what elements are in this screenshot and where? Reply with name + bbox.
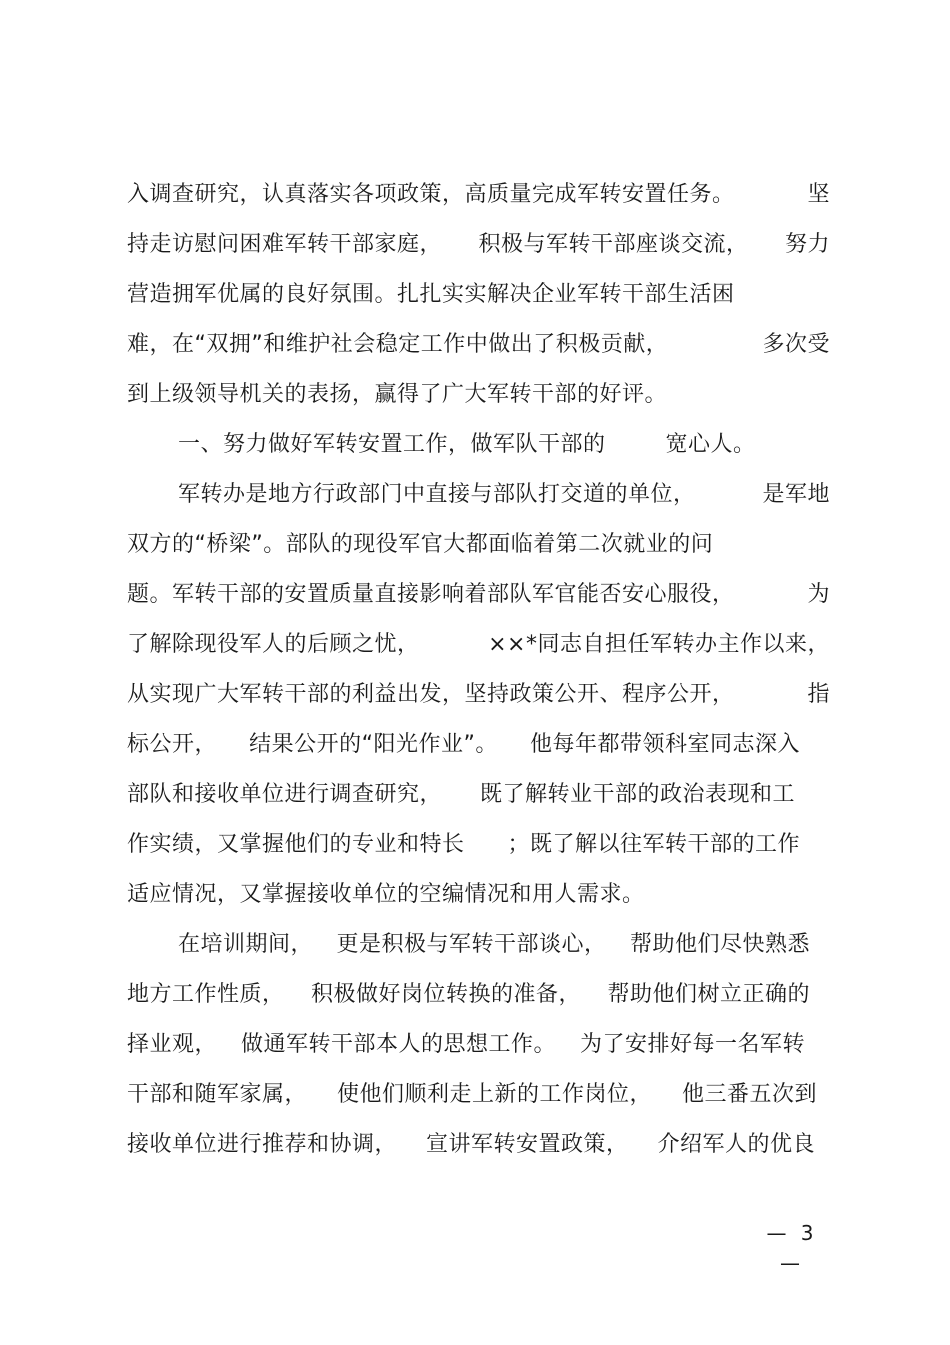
- text-line-3: 营造拥军优属的良好氛围。扎扎实实解决企业军转干部生活困: [127, 282, 735, 307]
- text-line-12: 标公开， 结果公开的“阳光作业”。 他每年都带领科室同志深入: [127, 732, 800, 757]
- text-line-15: 适应情况，又掌握接收单位的空编情况和用人需求。: [127, 882, 645, 907]
- text-line-16: 在培训期间， 更是积极与军转干部谈心， 帮助他们尽快熟悉: [178, 932, 810, 957]
- text-line-4: 难，在“双拥”和维护社会稳定工作中做出了积极贡献， 多次受: [127, 332, 830, 357]
- page-number: — 3 —: [766, 1221, 818, 1275]
- text-line-19: 干部和随军家属， 使他们顺利走上新的工作岗位， 他三番五次到: [127, 1082, 817, 1107]
- text-line-5: 到上级领导机关的表扬，赢得了广大军转干部的好评。: [127, 382, 668, 407]
- section-heading: 一、努力做好军转安置工作，做军队干部的 宽心人。: [178, 432, 756, 457]
- text-line-8: 双方的“桥梁”。部队的现役军官大都面临着第二次就业的问: [127, 532, 714, 557]
- text-line-2: 持走访慰问困难军转干部家庭， 积极与军转干部座谈交流， 努力: [127, 232, 830, 257]
- text-line-11: 从实现广大军转干部的利益出发，坚持政策公开、程序公开， 指: [127, 682, 830, 707]
- text-line-7: 军转办是地方行政部门中直接与部队打交道的单位， 是军地: [178, 482, 830, 507]
- text-line-18: 择业观， 做通军转干部本人的思想工作。 为了安排好每一名军转: [127, 1032, 805, 1057]
- text-line-20: 接收单位进行推荐和协调， 宣讲军转安置政策， 介绍军人的优良: [127, 1132, 815, 1157]
- text-line-13: 部队和接收单位进行调查研究， 既了解转业干部的政治表现和工: [127, 782, 795, 807]
- text-line-9: 题。军转干部的安置质量直接影响着部队军官能否安心服役， 为: [127, 582, 830, 607]
- text-line-14: 作实绩，又掌握他们的专业和特长 ；既了解以往军转干部的工作: [127, 832, 800, 857]
- text-line-1: 入调查研究，认真落实各项政策，高质量完成军转安置任务。 坚: [127, 182, 830, 207]
- text-line-10: 了解除现役军人的后顾之忧， ××*同志自担任军转办主作以来，: [127, 632, 830, 657]
- text-line-17: 地方工作性质， 积极做好岗位转换的准备， 帮助他们树立正确的: [127, 982, 810, 1007]
